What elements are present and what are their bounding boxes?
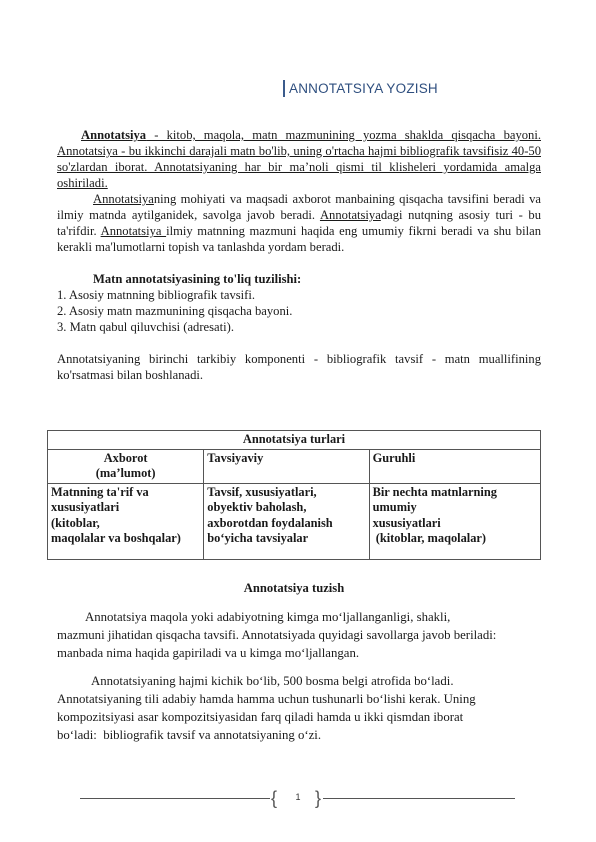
page-title: ANNOTATSIYA YOZISH [289,81,438,96]
table-header-row [48,449,541,483]
structure-item-1: 1. Asosiy matnning bibliografik tavsifi. [57,288,255,302]
term-link-1: Annotatsiya [93,192,154,206]
annotation-types-table [47,430,541,560]
cell-line: Bir nechta matnlarning [372,484,497,499]
footer-bracket-right: } [315,788,322,808]
table-caption: Annotatsiya turlari [48,431,541,450]
footer-rule-left [80,798,270,799]
cell-line: axborotdan foydalanish [207,515,333,530]
title-accent-bar [283,80,285,97]
text-line: kompozitsiyasi asar kompozitsiyasidan farq qiladi hamda u ikki qismdan iborat [57,710,464,724]
cell-recommendatory [204,483,369,559]
structure-heading: Matn annotatsiyasining to'liq tuzilishi: [93,272,302,286]
text-line: Annotatsiyaning hajmi kichik bo‘lib, 500 bosma belgi atrofida bo‘ladi. [91,674,454,688]
essence-paragraph [57,191,541,255]
cell-group [369,483,540,559]
cell-line: (kitoblar, maqolalar) [372,531,487,545]
title-block [283,80,438,97]
definition-term: Annotatsiya [81,128,147,142]
essence-text-3: ilmiy matnning mazmuni haqida eng umumiy fikrni beradi va shu bilan kerakli ma'lumotlarni topish va tanlashda yordam beradi. [57,224,541,254]
header-recommendatory: Tavsiyaviy [204,449,369,483]
cell-line: umumiy [372,500,417,514]
section-heading: Annotatsiya tuzish [243,581,345,595]
footer-rule-right [323,798,515,799]
structure-item-2: 2. Asosiy matn mazmunining qisqacha bayoni. [57,304,293,318]
cell-line: Matnning ta'rif va [51,484,149,499]
term-link-3: Annotatsiya [100,224,167,238]
cell-line: maqolalar va boshqalar) [51,531,181,545]
cell-line: obyektiv baholash, [207,500,307,514]
text-line: Annotatsiyaning tili adabiy hamda hamma uchun tushunarli bo‘lishi kerak. Uning [57,692,476,706]
cell-line: xususiyatlari [372,515,441,530]
page-number: 1 [295,792,301,802]
structure-item-3: 3. Matn qabul qiluvchisi (adresati). [57,320,234,334]
cell-informative [48,483,204,559]
tuzish-paragraph-2 [57,672,541,744]
cell-line: (kitoblar, [51,515,100,530]
text-line: bo‘ladi: bibliografik tavsif va annotatsiyaning o‘zi. [57,728,322,742]
header-informative-text: Axborot (ma’lumot) [95,450,156,480]
essence-text-1: ning mohiyati va maqsadi axborot manbaining qisqacha tavsifini beradi va ilmiy matnda aytilganidek, savolga javob beradi. [57,192,541,222]
term-link-2: Annotatsiya [319,208,381,222]
tuzish-paragraph-1 [57,608,541,662]
cell-line: bo‘yicha tavsiyalar [207,531,309,545]
table-row [48,483,541,559]
text-line: manbada nima haqida gapiriladi va u kimga mo‘ljallangan. [57,646,360,660]
definition-text: - kitob, maqola, matn mazmunining yozma shaklda qisqacha bayoni. Annotatsiya - bu ikkinchi darajali matn bo'lib, uning o'rtacha hajmi bibliografik tavsifisiz 40-50 so'zlardan iborat. Annotatsiyaning har bir ma’noli qismi til klisheleri yordamida amalga oshiriladi. [57,128,541,190]
header-group: Guruhli [369,449,540,483]
definition-paragraph [57,127,541,191]
cell-line: Tavsif, xususiyatlari, [207,484,317,499]
cell-line: xususiyatlari [51,500,120,514]
header-informative [48,449,204,483]
footer-bracket-left: { [271,788,278,808]
text-line: Annotatsiya maqola yoki adabiyotning kimga mo‘ljallanganligi, shakli, [85,610,451,624]
component-paragraph: Annotatsiyaning birinchi tarkibiy komponenti - bibliografik tavsif - matn muallifining ko'rsatmasi bilan boshlanadi. [57,352,541,382]
essence-text-2: dagi nutqning asosiy turi - bu ta'rifdir. [57,208,541,238]
text-line: mazmuni jihatidan qisqacha tavsifi. Annotatsiyada quyidagi savollarga javob beriladi: [57,628,497,642]
